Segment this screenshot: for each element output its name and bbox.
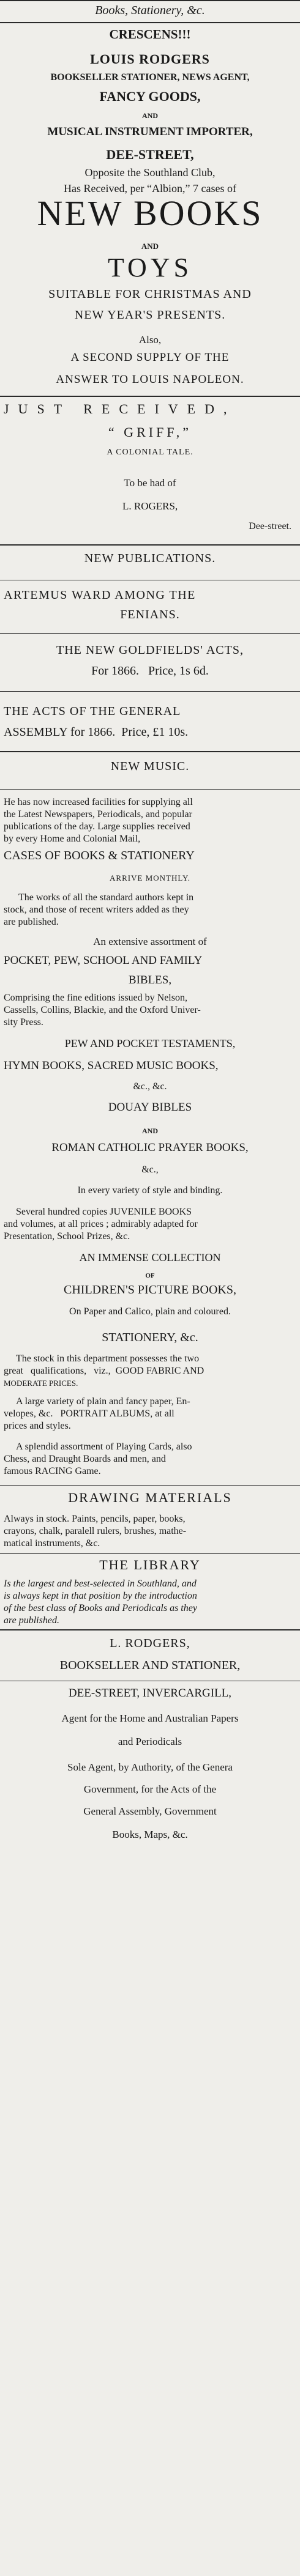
paper-variety-paragraph [4,1396,296,1432]
artemus-ward-line2: FENIANS. [120,608,180,621]
divider [0,633,300,634]
stock-line: The stock in this department possesses the two [16,1353,200,1364]
merchant-trades: BOOKSELLER STATIONER, NEWS AGENT, [50,72,250,83]
and-connector-2: AND [141,242,159,251]
douay-bibles: DOUAY BIBLES [108,1101,192,1114]
divider [0,789,300,790]
fancy-goods: FANCY GOODS, [99,89,201,104]
sole-agent-line3: General Assembly, Government [83,1805,217,1817]
cards-line: famous RACING Game. [4,1466,101,1476]
divider [0,396,300,397]
picture-books-heading: CHILDREN'S PICTURE BOOKS, [64,1283,236,1297]
seller-street: Dee-street. [249,521,291,531]
general-acts-line2: ASSEMBLY for 1866. Price, £1 10s. [4,725,189,739]
and-connector-3: AND [142,1127,158,1135]
extensive-assortment: An extensive assortment of [93,936,207,947]
general-acts-line1: THE ACTS OF THE GENERAL [4,705,181,718]
dee-street: DEE-STREET, [106,147,194,162]
divider [0,1553,300,1554]
header-rule [0,22,300,23]
just-received: JUST RECEIVED, [4,401,236,416]
cards-line: Chess, and Draught Boards and men, and [4,1454,166,1464]
paper-calico: On Paper and Calico, plain and coloured. [69,1306,231,1317]
stock-line: great qualifications, viz., GOOD FABRIC AND [4,1366,204,1376]
crescens-heading: CRESCENS!!! [109,27,191,42]
new-publications: NEW PUBLICATIONS. [84,552,216,565]
received-albion: Has Received, per “Albion,” 7 cases of [64,182,236,194]
editions-line: Comprising the fine editions issued by Nelson, [4,993,187,1003]
agent-address: DEE-STREET, INVERCARGILL, [68,1687,232,1700]
new-year-line: NEW YEAR'S PRESENTS. [74,308,226,322]
sole-agent-line2: Government, for the Acts of the [83,1783,217,1795]
goldfields-acts-line2: For 1866. Price, 1s 6d. [91,664,209,678]
variety-line: A large variety of plain and fancy paper, En- [16,1396,190,1407]
library-heading: THE LIBRARY [99,1557,201,1572]
standard-authors-paragraph [4,892,296,928]
binding-variety: In every variety of style and binding. [77,1185,223,1196]
agent-papers-line1: Agent for the Home and Australian Papers [61,1712,239,1724]
juvenile-line: Several hundred copies JUVENILE BOOKS [16,1207,192,1217]
divider [0,544,300,546]
juvenile-line: and volumes, at all prices ; admirably adapted for [4,1219,198,1229]
stationery-paragraph [4,1353,296,1390]
stationery-heading: STATIONERY, &c. [102,1331,198,1344]
works-line: The works of all the standard authors kept in [18,892,194,903]
christmas-line: SUITABLE FOR CHRISTMAS AND [48,287,252,301]
answer-napoleon: ANSWER TO LOUIS NAPOLEON. [56,373,244,386]
drawing-materials: DRAWING MATERIALS [68,1490,232,1505]
agent-title: BOOKSELLER AND STATIONER, [59,1659,241,1672]
opposite-club: Opposite the Southland Club, [84,166,216,179]
top-rule [0,0,300,1]
facilities-line: by every Home and Colonial Mail, [4,834,141,844]
seller-name: L. ROGERS, [122,500,178,512]
also-line: Also, [138,334,162,346]
immense-collection: AN IMMENSE COLLECTION [79,1251,221,1264]
variety-line: prices and styles. [4,1421,71,1431]
divider [0,691,300,692]
musical-importer: MUSICAL INSTRUMENT IMPORTER, [47,125,253,138]
facilities-paragraph [4,796,296,845]
to-be-had: To be had of [124,477,176,489]
facilities-line: He has now increased facilities for supplying all [4,797,193,807]
juvenile-line: Presentation, School Prizes, &c. [4,1231,130,1242]
sole-agent-line1: Sole Agent, by Authority, of the Genera [67,1761,233,1773]
facilities-line: the Latest Newspapers, Periodicals, and popular [4,809,192,820]
cards-line: A splendid assortment of Playing Cards, also [16,1442,192,1452]
of-connector: OF [145,1272,155,1279]
variety-line: velopes, &c. PORTRAIT ALBUMS, at all [4,1408,174,1419]
catholic-prayer-books: ROMAN CATHOLIC PRAYER BOOKS, [51,1141,249,1154]
colonial-tale: A COLONIAL TALE. [107,448,193,457]
bibles-heading: POCKET, PEW, SCHOOL AND FAMILY [4,954,203,967]
drawing-line: Always in stock. Paints, pencils, paper, books, [4,1514,186,1524]
hymn-books-heading: HYMN BOOKS, SACRED MUSIC BOOKS, [4,1059,219,1072]
goldfields-acts-line1: THE NEW GOLDFIELDS' ACTS, [56,643,244,657]
divider [0,751,300,752]
cases-heading: CASES OF BOOKS & STATIONERY [4,849,195,862]
books-maps: Books, Maps, &c. [112,1829,188,1840]
works-line: are published. [4,917,59,927]
juvenile-books-paragraph [4,1206,296,1243]
agent-papers-line2: and Periodicals [118,1736,182,1747]
toys-heading: TOYS [107,253,193,283]
new-music: NEW MUSIC. [110,760,190,773]
drawing-paragraph [4,1513,296,1550]
divider [0,1629,300,1630]
bible-editions-paragraph [4,992,296,1029]
and-connector: AND [142,111,158,120]
arrive-monthly: ARRIVE MONTHLY. [110,873,190,883]
editions-line: Cassells, Collins, Blackie, and the Oxford Univer- [4,1005,201,1015]
bibles-label: BIBLES, [128,974,172,986]
etc-line-2: &c., [141,1164,159,1175]
works-line: stock, and those of recent writers added as they [4,905,189,915]
griff-title: “ GRIFF,” [108,424,192,440]
library-line: of the best class of Books and Periodicals as they [4,1603,197,1613]
etc-line: &c., &c. [133,1081,167,1092]
divider [0,1485,300,1486]
agent-name: L. RODGERS, [110,1637,190,1650]
column-header: Books, Stationery, &c. [95,4,205,17]
drawing-line: matical instruments, &c. [4,1538,100,1549]
stock-line: MODERATE PRICES. [4,1379,78,1388]
testaments-heading: PEW AND POCKET TESTAMENTS, [64,1037,236,1049]
library-line: Is the largest and best-selected in Southland, and [4,1579,197,1589]
facilities-line: publications of the day. Large supplies received [4,821,190,832]
library-paragraph [4,1578,296,1627]
artemus-ward-line1: ARTEMUS WARD AMONG THE [4,588,196,602]
new-books-heading: NEW BOOKS [37,193,263,233]
drawing-line: crayons, chalk, paralell rulers, brushes, mathe- [4,1526,187,1536]
merchant-name: LOUIS RODGERS [90,51,210,67]
playing-cards-paragraph [4,1441,296,1478]
second-supply: A SECOND SUPPLY OF THE [70,351,230,364]
library-line: are published. [4,1615,59,1626]
library-line: is always kept in that position by the introduction [4,1591,197,1601]
editions-line: sity Press. [4,1017,43,1027]
